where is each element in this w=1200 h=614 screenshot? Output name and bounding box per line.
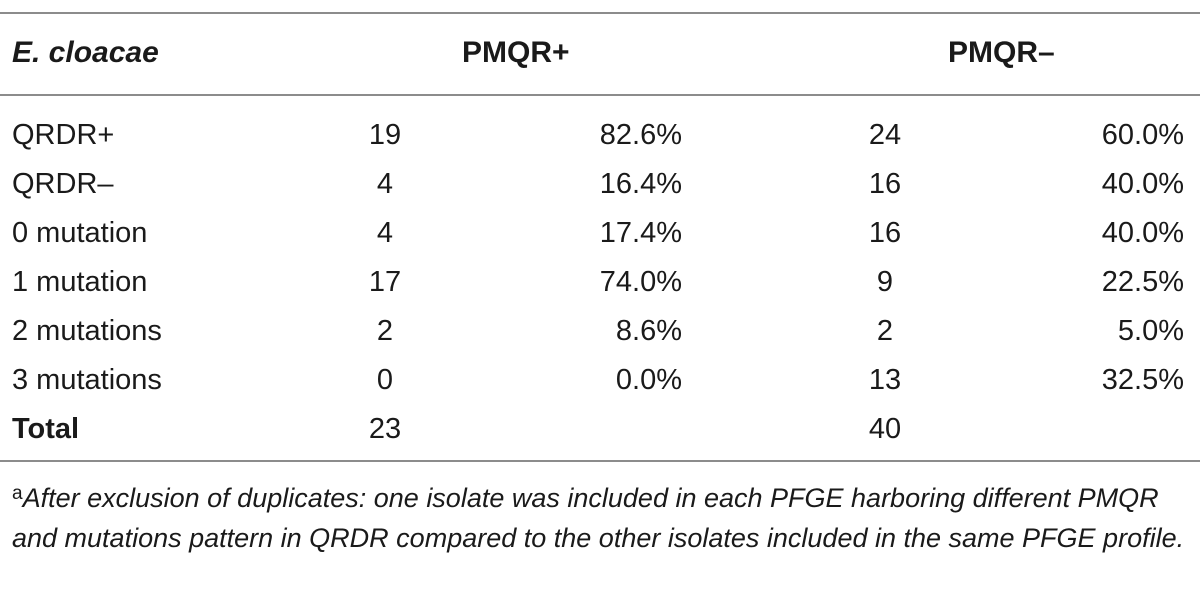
row-label: 0 mutation — [12, 217, 148, 249]
pmqr-neg-percent: 32.5% — [1101, 364, 1184, 396]
footnote-text: After exclusion of duplicates: one isolate was included in each PFGE harboring different PMQR and mutations pattern in QRDR compared to the other isolates included in the same PFGE profile. — [12, 483, 1185, 553]
pmqr-pos-total: 23 — [368, 413, 402, 445]
pmqr-neg-count: 9 — [876, 266, 894, 298]
pmqr-neg-percent: 40.0% — [1101, 217, 1184, 249]
row-label: QRDR– — [12, 168, 114, 200]
pmqr-neg-percent: 5.0% — [1117, 315, 1184, 347]
pmqr-pos-count: 2 — [376, 315, 394, 347]
pmqr-pos-percent: 74.0% — [599, 266, 682, 298]
pmqr-pos-count: 17 — [368, 266, 402, 298]
row-label: QRDR+ — [12, 119, 115, 151]
footnote-marker: a — [12, 483, 23, 504]
pmqr-pos-count: 4 — [376, 217, 394, 249]
pmqr-neg-percent: 22.5% — [1101, 266, 1184, 298]
header-species: E. cloacae — [12, 36, 159, 69]
pmqr-neg-percent: 40.0% — [1101, 168, 1184, 200]
table-header-rule — [0, 94, 1200, 96]
pmqr-pos-percent: 17.4% — [599, 217, 682, 249]
pmqr-neg-count: 2 — [876, 315, 894, 347]
pmqr-neg-count: 13 — [868, 364, 902, 396]
header-pmqr-negative: PMQR– — [948, 36, 1055, 69]
pmqr-neg-count: 24 — [868, 119, 902, 151]
pmqr-neg-total: 40 — [868, 413, 902, 445]
table-top-rule — [0, 12, 1200, 14]
header-pmqr-positive: PMQR+ — [462, 36, 570, 69]
pmqr-pos-percent: 8.6% — [615, 315, 682, 347]
row-label: 1 mutation — [12, 266, 148, 298]
pmqr-pos-percent: 82.6% — [599, 119, 682, 151]
row-label: 3 mutations — [12, 364, 162, 396]
pmqr-neg-count: 16 — [868, 168, 902, 200]
table-footnote — [12, 478, 1188, 558]
total-label: Total — [12, 413, 80, 445]
pmqr-pos-count: 4 — [376, 168, 394, 200]
pmqr-pos-count: 19 — [368, 119, 402, 151]
pmqr-neg-percent: 60.0% — [1101, 119, 1184, 151]
table-bottom-rule — [0, 460, 1200, 462]
pmqr-neg-count: 16 — [868, 217, 902, 249]
pmqr-pos-percent: 0.0% — [615, 364, 682, 396]
row-label: 2 mutations — [12, 315, 162, 347]
pmqr-pos-count: 0 — [376, 364, 394, 396]
pmqr-pos-percent: 16.4% — [599, 168, 682, 200]
